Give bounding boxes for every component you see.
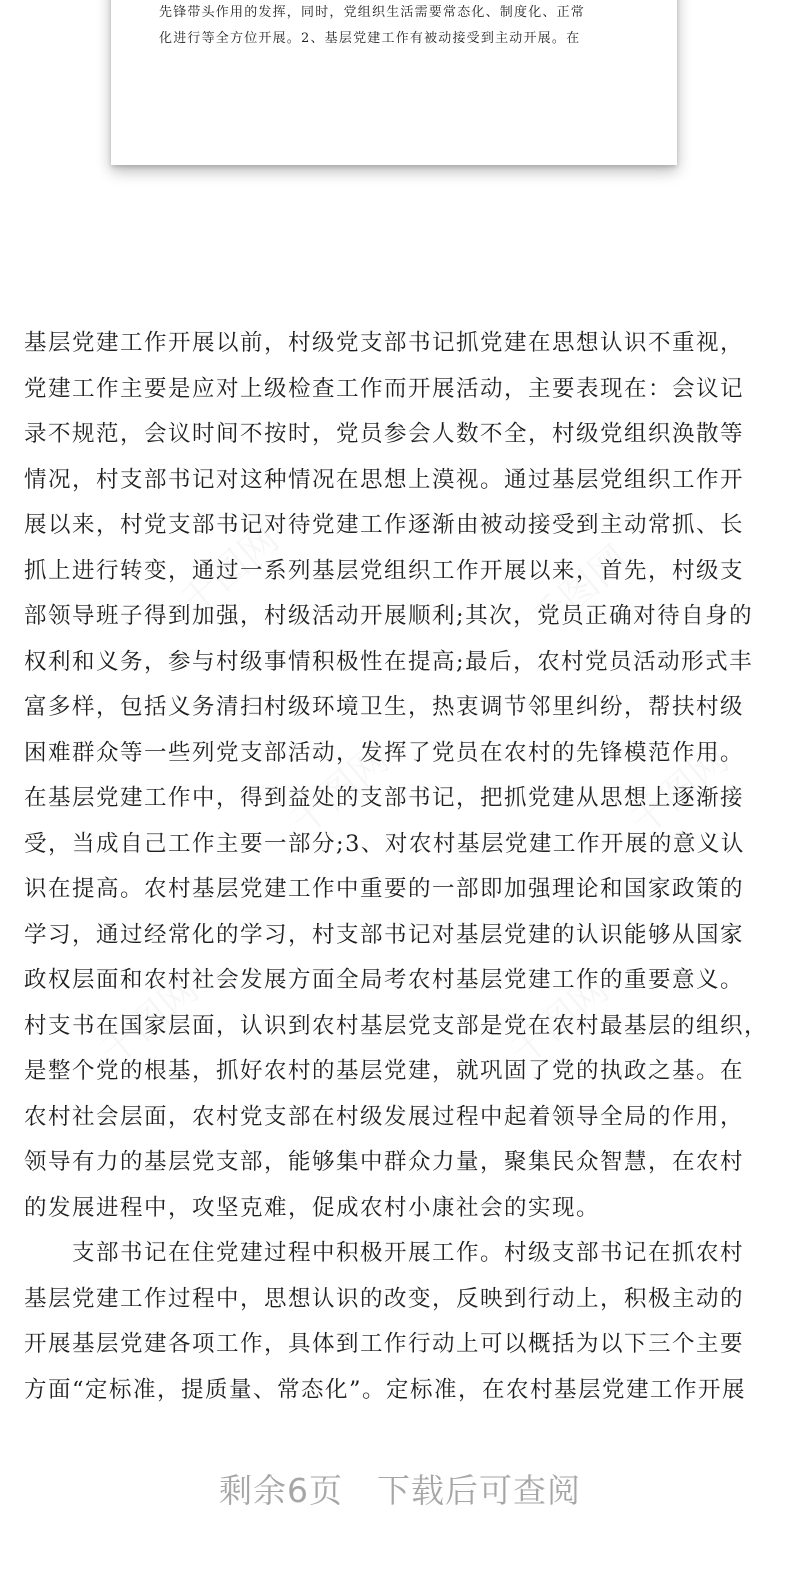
- watermark: 千图网: [171, 516, 288, 624]
- body-line: 部领导班子得到加强，村级活动开展顺利;其次，党员正确对待自身的: [24, 603, 754, 629]
- body-line: 基层党建工作开展以前，村级党支部书记抓党建在思想认识不重视，: [24, 330, 745, 356]
- body-line: 党建工作主要是应对上级检查工作而开展活动，主要表现在：会议记: [24, 375, 745, 402]
- body-line: 录不规范，会议时间不按时，党员参会人数不全，村级党组织涣散等: [24, 421, 745, 447]
- body-line: 政权层面和农村社会发展方面全局考农村基层党建工作的重要意义。: [24, 967, 745, 993]
- body-line: 抓上进行转变，通过一系列基层党组织工作开展以来，首先，村级支: [24, 557, 745, 584]
- watermark: 千图网: [621, 736, 738, 844]
- preview-line: 化进行等全方位开展。2、基层党建工作有被动接受到主动开展。在: [159, 31, 581, 46]
- body-line: 农村社会层面，农村党支部在村级发展过程中起着领导全局的作用，: [24, 1103, 745, 1130]
- preview-card-text: [159, 0, 634, 52]
- body-line: 在基层党建工作中，得到益处的支部书记，把抓党建从思想上逐渐接: [24, 785, 745, 811]
- download-action-label: 下载后可查阅: [377, 1471, 581, 1510]
- body-line: 权利和义务，参与村级事情积极性在提高;最后，农村党员活动形式丰: [24, 648, 754, 675]
- body-line: 受，当成自己工作主要一部分;3、对农村基层党建工作开展的意义认: [24, 830, 745, 857]
- body-line: 的发展进程中，攻坚克难，促成农村小康社会的实现。: [24, 1194, 601, 1221]
- body-line: 领导有力的基层党支部，能够集中群众力量，聚集民众智慧，在农村: [24, 1149, 745, 1175]
- body-line: 是整个党的根基，抓好农村的基层党建，就巩固了党的执政之基。在: [24, 1058, 745, 1084]
- body-line: 困难群众等一些列党支部活动，发挥了党员在农村的先锋模范作用。: [24, 739, 745, 766]
- body-line: 基层党建工作过程中，思想认识的改变，反映到行动上，积极主动的: [24, 1285, 745, 1312]
- body-line: 识在提高。农村基层党建工作中重要的一部即加强理论和国家政策的: [24, 876, 745, 902]
- preview-line: 先锋带头作用的发挥，同时，党组织生活需要常态化、制度化、正常: [159, 5, 586, 20]
- body-line: 学习，通过经常化的学习，村支部书记对基层党建的认识能够从国家: [24, 921, 745, 948]
- remaining-pages-label: 剩余6页: [219, 1471, 343, 1510]
- body-line: 展以来，村党支部书记对待党建工作逐渐由被动接受到主动常抓、长: [24, 512, 745, 538]
- watermark: 千图网: [521, 536, 638, 644]
- document-preview-card: [111, 0, 677, 165]
- watermark: 千图网: [91, 966, 208, 1074]
- document-body: [24, 321, 776, 1413]
- paragraph-start-line: 支部书记在住党建过程中积极开展工作。村级支部书记在抓农村: [72, 1240, 745, 1266]
- body-line: 情况，村支部书记对这种情况在思想上漠视。通过基层党组织工作开: [24, 466, 745, 493]
- body-line: 村支书在国家层面，认识到农村基层党支部是党在农村最基层的组织，: [24, 1012, 769, 1039]
- body-line: 开展基层党建各项工作，具体到工作行动上可以概括为以下三个主要: [24, 1331, 745, 1357]
- download-to-read-more-button[interactable]: [0, 1465, 800, 1512]
- watermark: 千图网: [281, 736, 398, 844]
- body-line: 富多样，包括义务清扫村级环境卫生，热衷调节邻里纠纷，帮扶村级: [24, 694, 745, 720]
- body-line: 方面“定标准，提质量、常态化”。定标准，在农村基层党建工作开展: [24, 1376, 747, 1403]
- watermark: 千图网: [501, 966, 618, 1074]
